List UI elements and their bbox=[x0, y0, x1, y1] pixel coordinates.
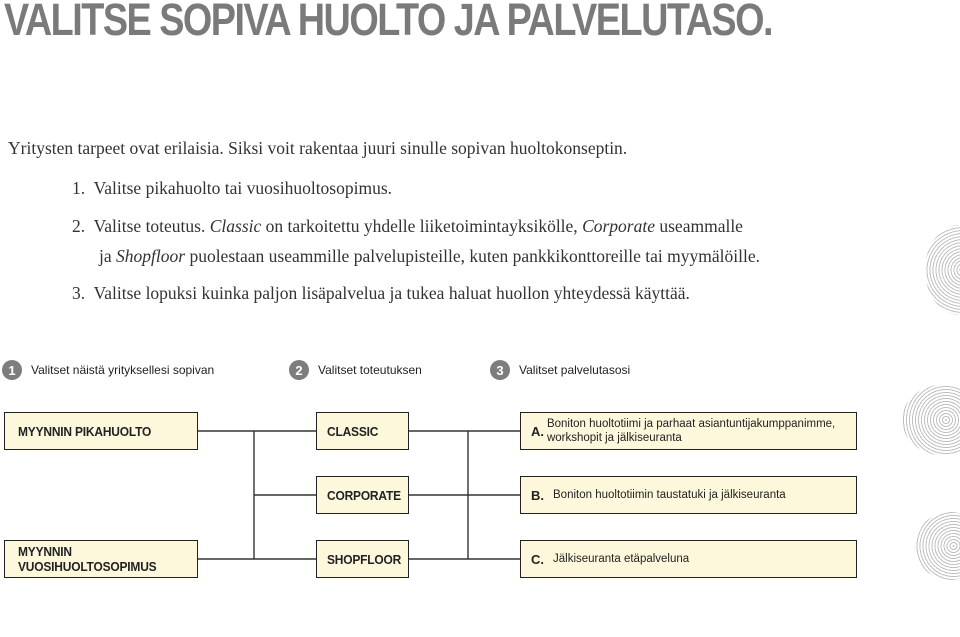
service-level-b[interactable] bbox=[520, 476, 857, 514]
step-3-label: Valitset palvelutasosi bbox=[519, 363, 631, 377]
list-num-2: 2. bbox=[72, 216, 86, 236]
service-level-b-letter: B. bbox=[531, 487, 544, 503]
option-corporate-label: CORPORATE bbox=[327, 487, 401, 503]
list-text-2c: useammalle bbox=[659, 216, 743, 236]
option-shopfloor-label: SHOPFLOOR bbox=[327, 551, 402, 567]
list-text-2e: puolestaan useammille palvelupisteille, kuten pankkikonttoreille tai myymälöille. bbox=[189, 246, 760, 266]
option-classic-label: CLASSIC bbox=[327, 423, 379, 439]
corporate-term: Corporate bbox=[582, 216, 655, 236]
option-vuosihuoltosopimus[interactable] bbox=[4, 540, 198, 578]
list-num-3: 3. bbox=[72, 283, 86, 303]
service-level-c-text: Jälkiseuranta etäpalveluna bbox=[553, 553, 690, 565]
list-text-1: Valitse pikahuolto tai vuosihuoltosopimus. bbox=[93, 178, 393, 198]
list-text-2a: Valitse toteutus. bbox=[93, 216, 206, 236]
option-classic[interactable] bbox=[316, 412, 409, 450]
service-level-c[interactable] bbox=[520, 540, 857, 578]
step-2-label: Valitset toteutuksen bbox=[318, 363, 422, 377]
list-text-3: Valitse lopuksi kuinka paljon lisäpalvelua ja tukea haluat huollon yhteydessä käyttää. bbox=[93, 283, 690, 303]
step-1-number: 1 bbox=[2, 360, 22, 380]
option-pikahuolto[interactable] bbox=[4, 412, 198, 450]
service-level-a-letter: A. bbox=[531, 423, 544, 439]
service-level-a-text: Boniton huoltotiimi ja parhaat asiantuntijakumppanimme, workshopit ja jälkiseuranta bbox=[546, 418, 836, 444]
option-pikahuolto-label: MYYNNIN PIKAHUOLTO bbox=[18, 423, 152, 439]
intro-text: Yritysten tarpeet ovat erilaisia. Siksi voit rakentaa juuri sinulle sopivan huoltokonseptin. bbox=[8, 138, 628, 158]
step-3-number: 3 bbox=[490, 360, 510, 380]
shopfloor-term: Shopfloor bbox=[116, 246, 186, 266]
service-level-a[interactable] bbox=[520, 412, 857, 450]
option-shopfloor[interactable] bbox=[316, 540, 409, 578]
list-text-2b: on tarkoitettu yhdelle liiketoimintayksikölle, bbox=[265, 216, 578, 236]
page-title: VALITSE SOPIVA HUOLTO JA PALVELUTASO. bbox=[4, 0, 773, 45]
step-2-number: 2 bbox=[289, 360, 309, 380]
service-level-c-letter: C. bbox=[531, 551, 544, 567]
list-text-2d: ja bbox=[99, 246, 112, 266]
list-num-1: 1. bbox=[72, 178, 86, 198]
step-1-label: Valitset näistä yrityksellesi sopivan bbox=[31, 363, 215, 377]
classic-term: Classic bbox=[209, 216, 262, 236]
option-vuosihuoltosopimus-label: MYYNNIN VUOSIHUOLTOSOPIMUS bbox=[18, 544, 157, 574]
option-corporate[interactable] bbox=[316, 476, 409, 514]
service-level-b-text: Boniton huoltotiimin taustatuki ja jälkiseuranta bbox=[553, 489, 786, 501]
